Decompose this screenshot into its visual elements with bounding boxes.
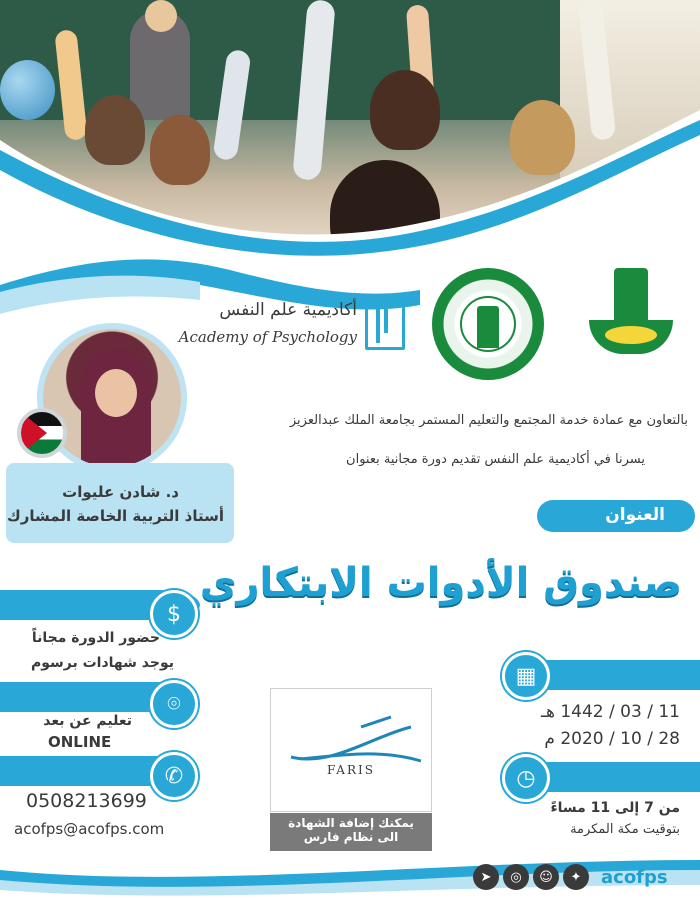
instructor-face: [95, 369, 137, 417]
faris-caption: [270, 813, 432, 851]
faris-caption-line-1: يمكنك إضافة الشهادة: [288, 816, 414, 830]
clock-icon: ◷: [502, 754, 550, 802]
phone-number[interactable]: 0508213699: [26, 790, 147, 812]
instructor-name: د. شادن عليوات: [62, 483, 179, 501]
academy-name-ar: أكاديمية علم النفس: [219, 300, 357, 320]
time-range: من 7 إلى 11 مساءً: [550, 800, 680, 816]
heading-label-pill: [537, 500, 695, 532]
instructor-card: [6, 463, 234, 543]
mode-line-2: ONLINE: [48, 733, 112, 751]
academy-name-en: Academy of Psychology: [178, 328, 357, 346]
faris-caption-line-2: الى نظام فارس: [303, 830, 399, 844]
course-title: صندوق الأدوات الابتكاري: [199, 560, 682, 606]
faris-word: FARIS: [327, 763, 375, 777]
jordan-flag-icon: [17, 408, 67, 458]
telegram-icon[interactable]: ➤: [473, 864, 499, 890]
intro-line-1: بالتعاون مع عمادة خدمة المجتمع والتعليم المستمر بجامعة الملك عبدالعزيز: [289, 413, 688, 428]
social-bar: [473, 862, 697, 892]
academy-logo: [178, 300, 405, 354]
snapchat-icon[interactable]: ☺: [533, 864, 559, 890]
coins-icon: $: [150, 590, 198, 638]
email-address[interactable]: acofps@acofps.com: [14, 820, 165, 838]
twitter-icon[interactable]: ✦: [563, 864, 589, 890]
faris-logo: [270, 688, 432, 812]
instagram-icon[interactable]: ◎: [503, 864, 529, 890]
calendar-icon: ▦: [502, 652, 550, 700]
kau-logo: [585, 268, 677, 378]
fees-line-2: يوجد شهادات برسوم: [30, 655, 174, 671]
heading-label: العنوان: [605, 505, 665, 525]
date-gregorian: 28 / 10 / 2020 م: [544, 729, 680, 749]
fees-line-1: حضور الدورة مجاناً: [31, 630, 160, 646]
academy-logo-mark: [365, 302, 405, 350]
phone-icon: ✆: [150, 752, 198, 800]
location-pin-icon: ⌾: [150, 680, 198, 728]
intro-line-2: يسرنا في أكاديمية علم النفس تقديم دورة مجانية بعنوان: [346, 452, 645, 467]
time-zone: بتوقيت مكة المكرمة: [570, 822, 680, 837]
mode-line-1: تعليم عن بعد: [43, 713, 132, 729]
instructor-title: أستاذ التربية الخاصة المشارك: [6, 507, 224, 525]
community-service-seal: [432, 268, 544, 380]
social-handle[interactable]: acofps: [601, 866, 668, 888]
date-hijri: 11 / 03 / 1442 هـ: [541, 702, 680, 722]
